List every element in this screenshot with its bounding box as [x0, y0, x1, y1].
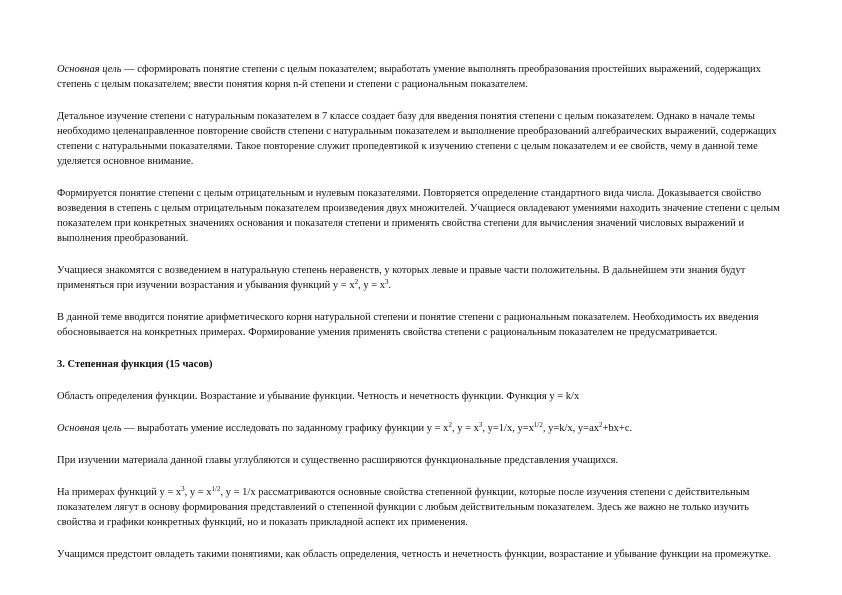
superscript: 1/2: [533, 421, 543, 429]
goal-text: , y = x: [451, 423, 479, 434]
paragraph-main-goal-2: [57, 421, 790, 436]
power-function-text: , y = 1/x рассматриваются основные свойства степенной функции, которые после изучения степени с действительным показателем лягут в основу формирования представлений о степенной функции с любым действительным показателем. Здесь же важно не только изучить свойства и графики конкретных функций, но и показать прикладной аспект их применения.: [57, 487, 750, 528]
superscript: 2: [599, 421, 603, 429]
inequalities-text-end: .: [388, 280, 392, 291]
document-page: [57, 62, 790, 579]
superscript: 2: [448, 421, 452, 429]
goal-text: , y=k/x, y=ax: [542, 423, 599, 434]
section-heading: 3. Степенная функция (15 часов): [57, 359, 213, 370]
main-goal-label: Основная цель: [57, 64, 122, 75]
power-function-text: На примерах функций y = x: [57, 487, 182, 498]
paragraph-domain: Область определения функции. Возрастание и убывание функции. Четность и нечетность функции. Функция y = k/x: [57, 391, 580, 402]
paragraph-inequalities: [57, 263, 790, 293]
paragraph-functional-ideas: При изучении материала данной главы углубляются и существенно расширяются функциональные представления учащихся.: [57, 455, 619, 466]
paragraph-power-function: [57, 485, 790, 530]
superscript: 3: [181, 485, 185, 493]
main-goal-label: Основная цель: [57, 423, 122, 434]
superscript: 3: [478, 421, 483, 429]
paragraph-negative-power: Формируется понятие степени с целым отрицательным и нулевым показателями. Повторяется определение стандартного вида числа. Доказывается свойство возведения в степень с целым отрицательным показателем произведения двух множителей. Учащиеся овладевают умениями находить значение степени с целым показателем при конкретных значениях основания и показателя степени и применять свойства степени для вычисления значений числовых выражений и выполнения преобразований.: [57, 188, 780, 244]
main-goal-text: — сформировать понятие степени с целым показателем; выработать умение выполнять преобразования простейших выражений, содержащих степень с целым показателем; ввести понятия корня n-й степени и степени с рациональным показателем.: [57, 64, 761, 90]
paragraph-roots: В данной теме вводится понятие арифметического корня натуральной степени и понятие степени с рациональным показателем. Необходимость их введения обосновывается на конкретных примерах. Формирование умения применять свойства степени с рациональным показателем не предусматривается.: [57, 312, 759, 338]
superscript: 1/2: [211, 485, 221, 493]
goal-text: +bx+c.: [602, 423, 633, 434]
goal-text: , y=1/x, y=x: [482, 423, 534, 434]
superscript: 2: [354, 278, 359, 286]
inequalities-text-mid: , y = x: [358, 280, 386, 291]
power-function-text: , y = x: [184, 487, 212, 498]
paragraph-main-goal-1: [57, 62, 790, 92]
goal-text: — выработать умение исследовать по заданному графику функции y = x: [121, 423, 449, 434]
paragraph-natural-power: Детальное изучение степени с натуральным показателем в 7 классе создает базу для введения понятия степени с целым показателем. Однако в начале темы необходимо целенаправленное повторение свойств степени с натуральным показателем и выполнение преобразований алгебраических выражений, содержащих степени с натуральными показателями. Такое повторение служит пропедевтикой к изучению степени с целым показателем и ее свойств, чему в данной теме уделяется основное внимание.: [57, 111, 777, 167]
superscript: 3: [385, 278, 389, 286]
paragraph-concepts: Учащимся предстоит овладеть такими понятиями, как область определения, четность и нечетность функции, возрастание и убывание функции на промежутке.: [57, 549, 772, 560]
inequalities-text: Учащиеся знакомятся с возведением в натуральную степень неравенств, у которых левые и правые части положительны. В дальнейшем эти знания будут применяться при изучении возрастания и убывания функций y = x: [57, 265, 746, 291]
